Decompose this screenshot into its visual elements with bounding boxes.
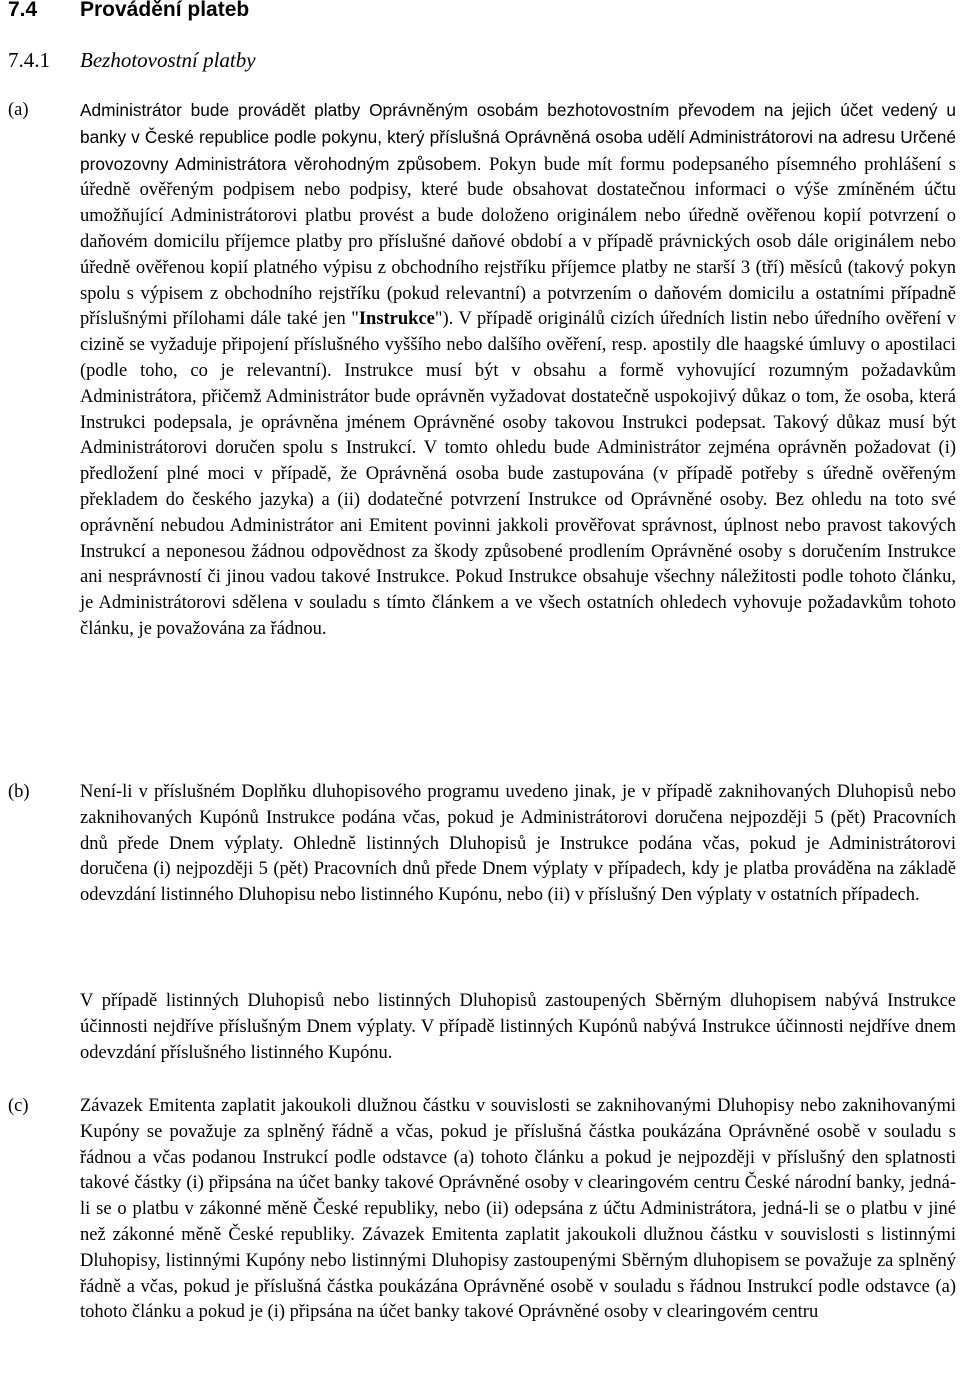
paragraph-c: Závazek Emitenta zaplatit jakoukoli dlužnou částku v souvislosti se zaknihovanými Dluhopisy nebo zaknihovanými Kupóny se považuje za splněný řádně a včas, pokud je příslušná částka poukázána Oprávněné osobě v souladu s řádnou a včas podanou Instrukcí podle odstavce (a) tohoto článku a pokud je nejpozději v příslušný den splatnosti takové částky (i) připsána na účet banky takové Oprávněné osoby v clearingovém centru České národní banky, jedná-li se o platbu v zákonné měně České republiky, nebo (ii) odepsána z účtu Administrátora, jedná-li se o platbu v jiné než zákonné měně České republiky. Závazek Emitenta zaplatit jakoukoli dlužnou částku v souvislosti s listinnými Dluhopisy, listinnými Kupóny nebo listinnými Dluhopisy zastoupenými Sběrným dluhopisem se považuje za splněný řádně a včas, pokud je příslušná částka poukázána Oprávněné osobě v souladu s řádnou Instrukcí podle odstavce (a) tohoto článku a pokud je (i) připsána na účet banky takové Oprávněné osoby v clearingovém centru xyxy=(80,1096,956,1323)
subsection-heading xyxy=(8,48,256,73)
subsection-title: Bezhotovostní platby xyxy=(80,48,256,72)
section-number: 7.4 xyxy=(8,0,38,21)
paragraph-b: Není-li v příslušném Doplňku dluhopisového programu uvedeno jinak, je v případě zaknihovaných Dluhopisů nebo zaknihovaných Kupónů Instrukce podána včas, pokud je Administrátorovi doručena nejpozději 5 (pět) Pracovních dnů přede Dnem výplaty. Ohledně listinných Dluhopisů je Instrukce podána včas, pokud je Administrátorovi doručena (i) nejpozději 5 (pět) Pracovních dnů přede Dnem výplaty v případech, kdy je platba prováděna na základě odevzdání listinného Dluhopisu nebo listinného Kupónu, nebo (ii) v příslušný Den výplaty v ostatních případech. xyxy=(80,782,956,906)
section-title: Provádění plateb xyxy=(80,0,250,21)
subsection-number: 7.4.1 xyxy=(8,48,50,72)
item-label: (b) xyxy=(8,782,30,802)
paragraph-a-post: "). V případě originálů cizích úředních listin nebo úředního ověření v cizině se vyžaduje připojení příslušného vyššího nebo dalšího ověření, resp. apostily dle haagské úmluvy o apostilaci (podle toho, co je relevantní). Instrukce musí být v obsahu a formě vyhovující rozumným požadavkům Administrátora, přičemž Administrátor bude oprávněn vyžadovat dostatečně uspokojivý důkaz o tom, že osoba, která Instrukci podepsala, je oprávněna jménem Oprávněné osoby takovou Instrukci podepsat. Takový důkaz musí být Administrátorovi doručen spolu s Instrukcí. V tomto ohledu bude Administrátor zejména oprávněn požadovat (i) předložení plné moci v případě, že Oprávněná osoba bude zastupována (v případě potřeby s úředně ověřeným překladem do českého jazyka) a (ii) dodatečné potvrzení Instrukce od Oprávněné osoby. Bez ohledu na toto své oprávnění nebudou Administrátor ani Emitent povinni jakkoli prověřovat správnost, úplnost nebo pravost takových Instrukcí a neponesou žádnou odpovědnost za škody způsobené prodlením Oprávněné osoby s doručením Instrukce ani nesprávností či jinou vadou takové Instrukce. Pokud Instrukce obsahuje všechny náležitosti podle tohoto článku, je Administrátorovi sdělena v souladu s tímto článkem a ve všech ostatních ohledech vyhovuje požadavkům tohoto článku, je považována za řádnou. xyxy=(80,309,957,639)
paragraph-b-2: V případě listinných Dluhopisů nebo listinných Dluhopisů zastoupených Sběrným dluhopisem nabývá Instrukce účinnosti nejdříve příslušným Dnem výplaty. V případě listinných Kupónů nabývá Instrukce účinnosti nejdříve dnem odevzdání příslušného listinného Kupónu. xyxy=(80,991,956,1063)
item-label: (c) xyxy=(8,1096,29,1116)
paragraph-a-intro: Administrátor bude provádět platby Oprávněným osobám bezhotovostním převodem na jejich účet vedený u banky v České republice podle pokynu, který příslušná Oprávněná osoba udělí Administrátorovi na adresu Určené provozovny Administrátora věrohodným způsobem. xyxy=(80,100,956,174)
paragraph-a-pre: Pokyn bude mít formu podepsaného písemného prohlášení s úředně ověřeným podpisem nebo podpisy, které bude obsahovat dostatečnou informaci o výše zmíněném účtu umožňující Administrátorovi platbu provést a bude doloženo originálem nebo úředně ověřenou kopií potvrzení o daňovém domicilu příjemce platby pro příslušné daňové období a v případě právnických osob dále originálem nebo úředně ověřenou kopií platného výpisu z obchodního rejstříku příjemce platby ne starší 3 (tří) měsíců (takový pokyn spolu s výpisem z obchodního rejstříku (pokud relevantní) a potvrzením o daňovém domicilu a ostatními případně příslušnými přílohami dále také jen " xyxy=(80,154,956,330)
item-label: (a) xyxy=(8,100,29,120)
paragraph-a xyxy=(80,98,956,643)
section-heading xyxy=(8,0,249,22)
defined-term: Instrukce xyxy=(358,309,435,330)
